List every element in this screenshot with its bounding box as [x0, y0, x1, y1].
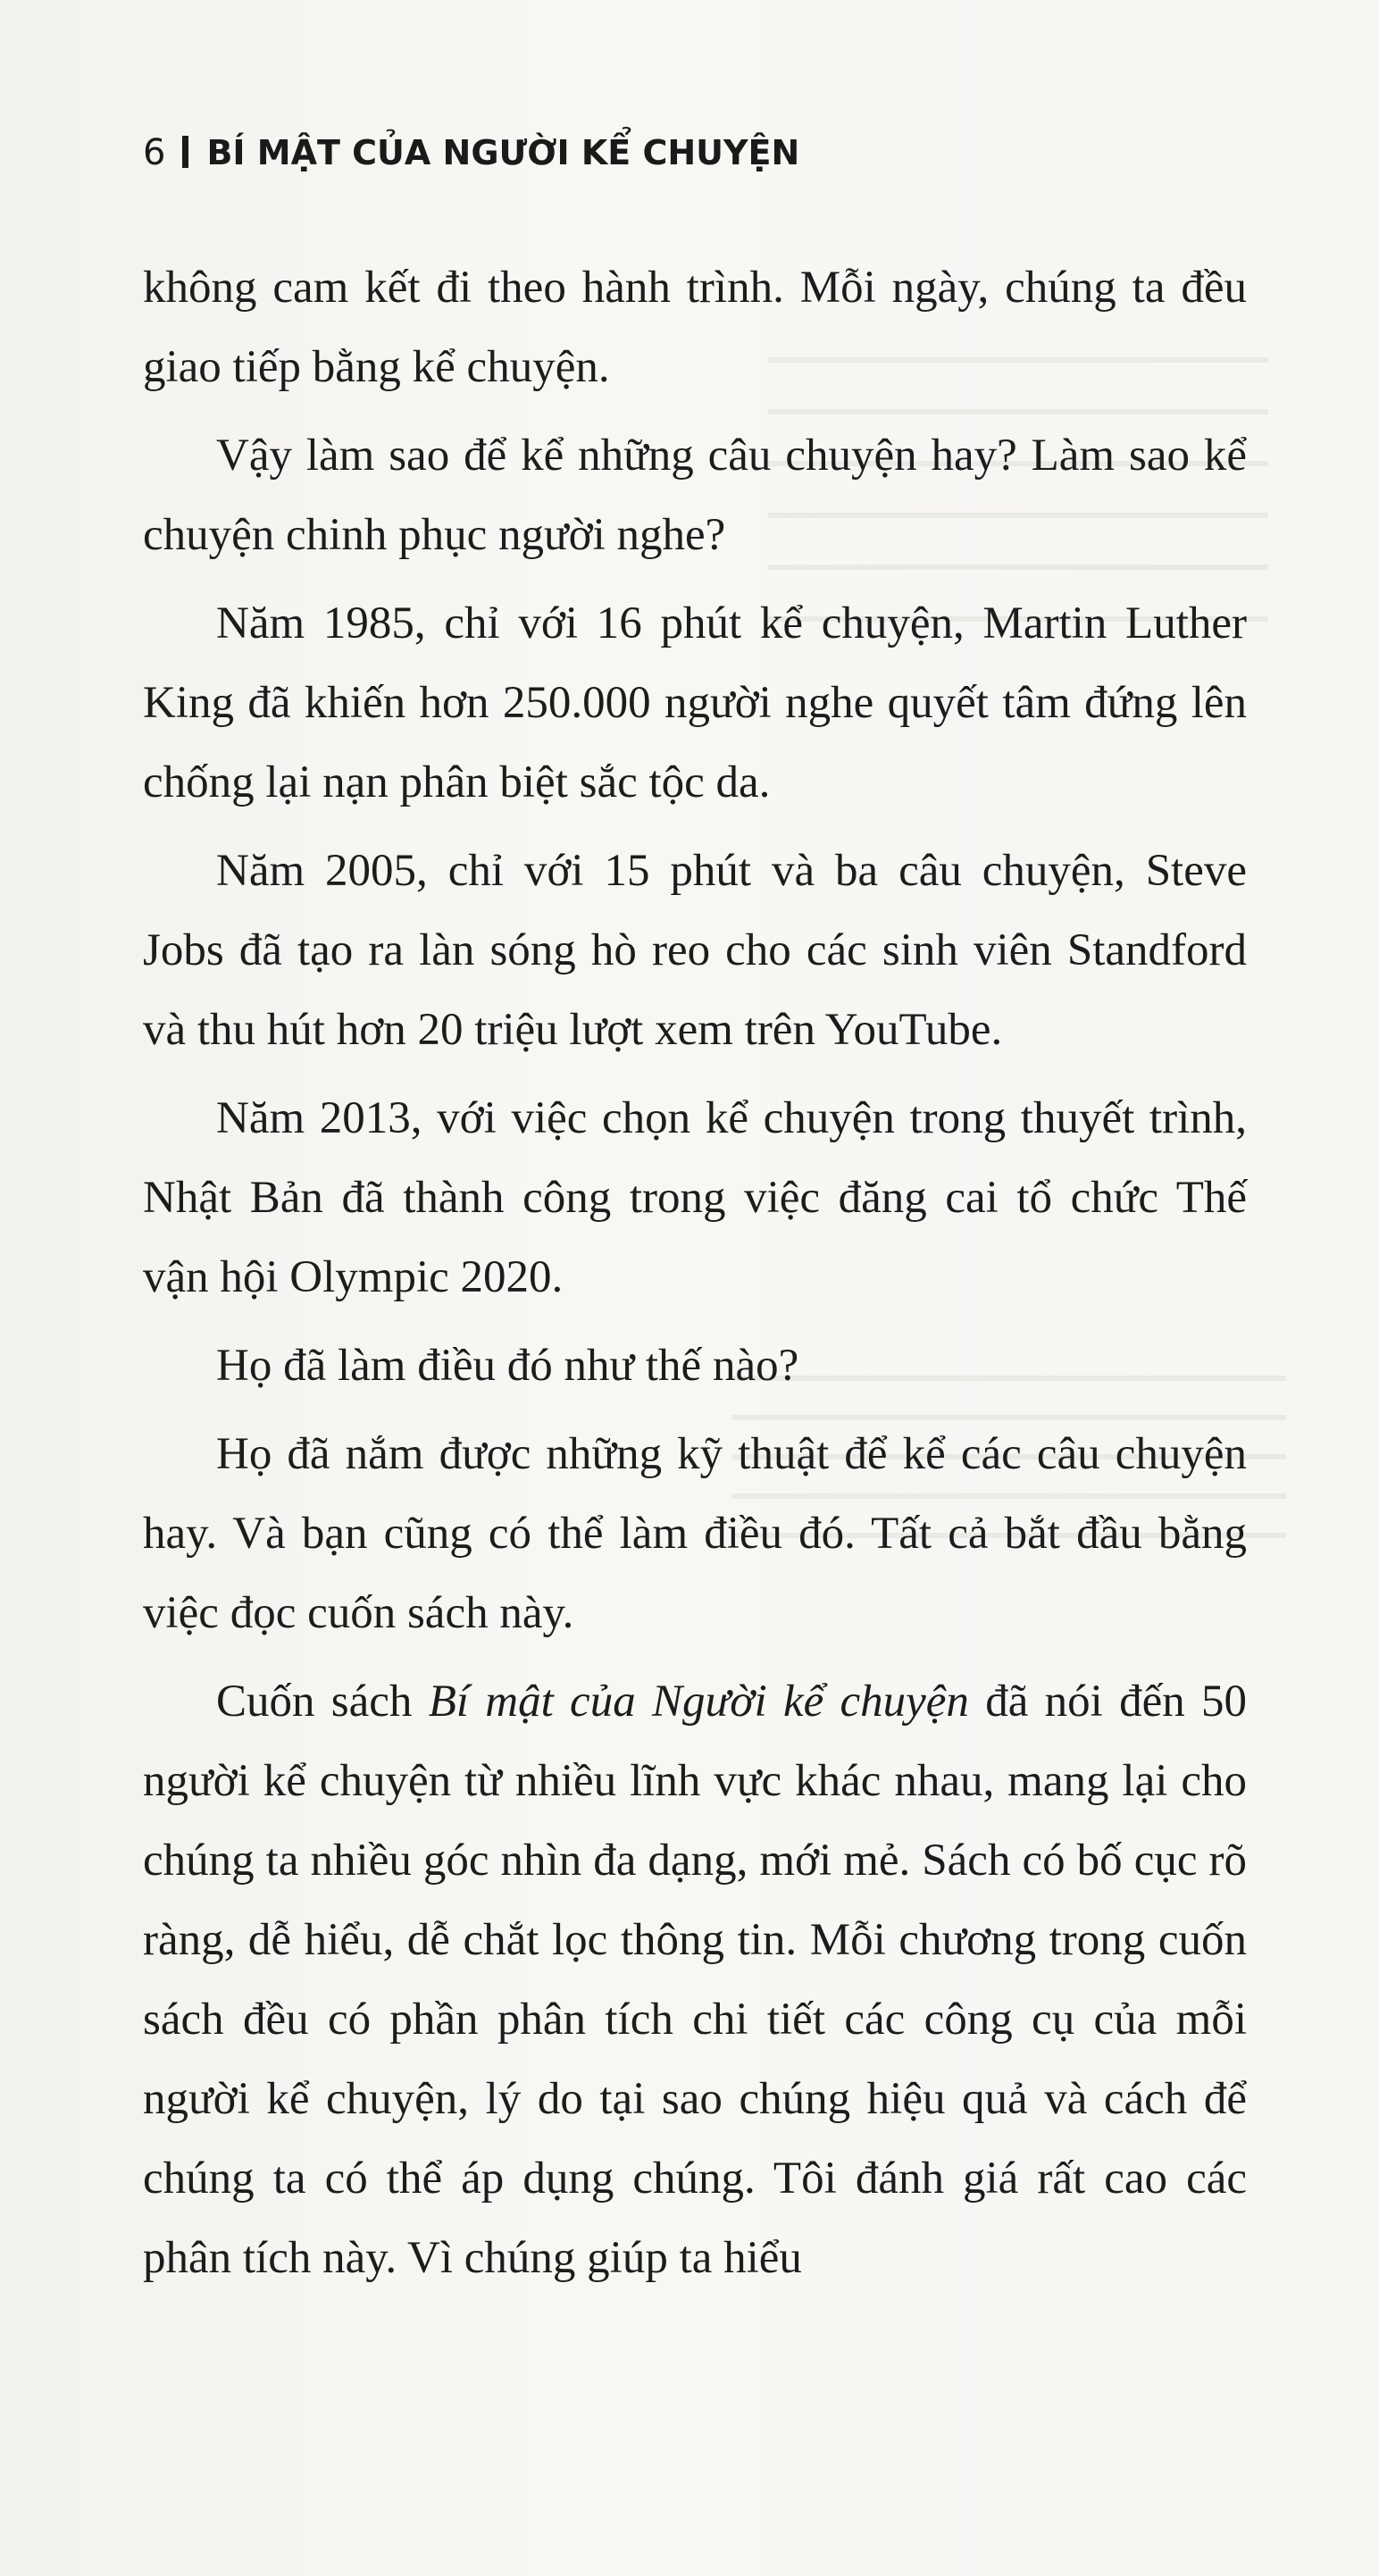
- paragraph: Họ đã làm điều đó như thế nào?: [216, 1341, 799, 1391]
- running-header: [143, 132, 799, 173]
- paragraph-book-review: [143, 1662, 1247, 2298]
- page-number: 6: [143, 132, 167, 173]
- header-separator: [182, 136, 188, 168]
- paragraph-continuation: không cam kết đi theo hành trình. Mỗi ngày, chúng ta đều giao tiếp bằng kể chuyện.: [143, 263, 1247, 392]
- paragraph-text: đã nói đến 50 người kể chuyện từ nhiều lĩnh vực khác nhau, mang lại cho chúng ta nhiều góc nhìn đa dạng, mới mẻ. Sách có bố cục rõ ràng, dễ hiểu, dễ chắt lọc thông tin. Mỗi chương trong cuốn sách đều có phần phân tích chi tiết các công cụ của mỗi người kể chuyện, lý do tại sao chúng hiệu quả và cách để chúng ta có thể áp dụng chúng. Tôi đánh giá rất cao các phân tích này. Vì chúng giúp ta hiểu: [143, 1677, 1247, 2283]
- book-title-italic: Bí mật của Người kể chuyện: [428, 1677, 969, 1727]
- paragraph: Họ đã nắm được những kỹ thuật để kể các câu chuyện hay. Và bạn cũng có thể làm điều đó. Tất cả bắt đầu bằng việc đọc cuốn sách này.: [143, 1429, 1247, 1638]
- paragraph-text: Cuốn sách: [216, 1677, 429, 1727]
- body-text: [143, 248, 1247, 2307]
- paragraph: Năm 2013, với việc chọn kể chuyện trong thuyết trình, Nhật Bản đã thành công trong việc đăng cai tổ chức Thế vận hội Olympic 2020.: [143, 1093, 1247, 1302]
- paragraph: Năm 2005, chỉ với 15 phút và ba câu chuyện, Steve Jobs đã tạo ra làn sóng hò reo cho các sinh viên Standford và thu hút hơn 20 triệu lượt xem trên YouTube.: [143, 846, 1247, 1055]
- book-title: BÍ MẬT CỦA NGƯỜI KỂ CHUYỆN: [206, 133, 800, 172]
- paragraph: Năm 1985, chỉ với 16 phút kể chuyện, Martin Luther King đã khiến hơn 250.000 người nghe quyết tâm đứng lên chống lại nạn phân biệt sắc tộc da.: [143, 598, 1247, 807]
- paragraph: Vậy làm sao để kể những câu chuyện hay? Làm sao kể chuyện chinh phục người nghe?: [143, 431, 1247, 560]
